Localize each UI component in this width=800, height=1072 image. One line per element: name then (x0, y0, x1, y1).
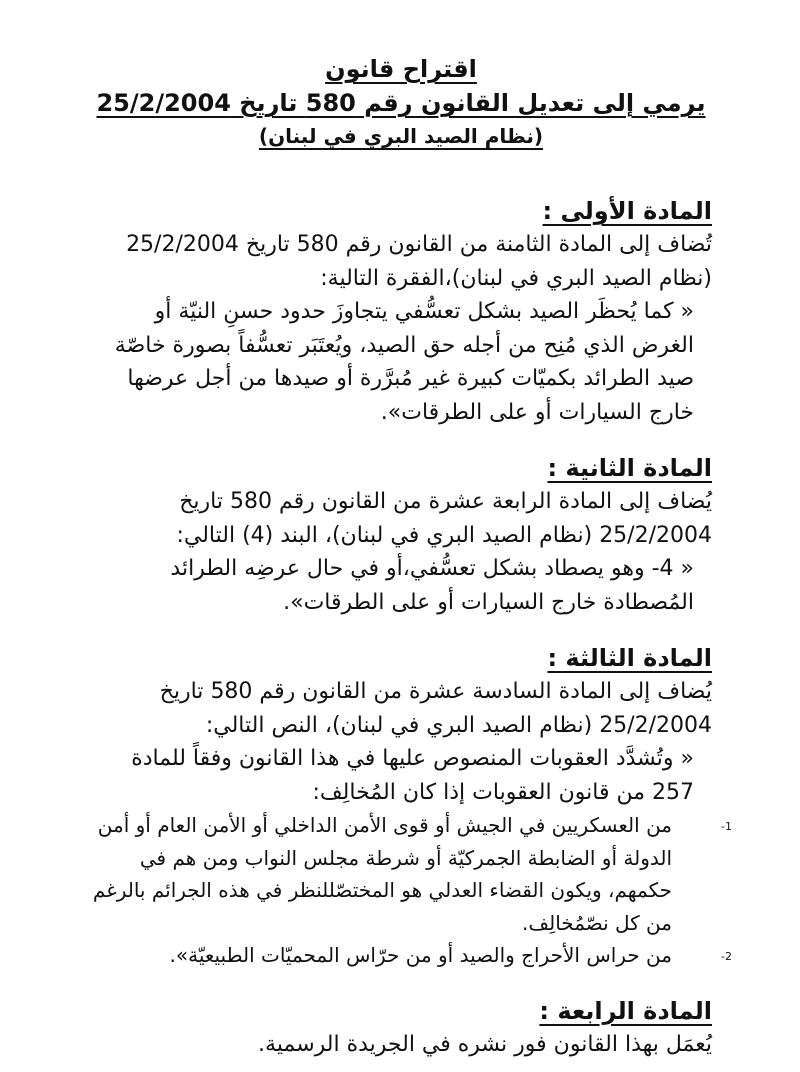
item-number: 1- (721, 820, 732, 833)
article-3-item (90, 809, 732, 939)
article-1-intro: تُضاف إلى المادة الثامنة من القانون رقم 580 تاريخ 25/2/2004 (نظام الصيد البري في لبنان)،الفقرة التالية: (126, 232, 712, 291)
article-4-intro: يُعمَل بهذا القانون فور نشره في الجريدة الرسمية. (258, 1031, 712, 1057)
article-2-quote: « 4- وهو يصطاد بشكل تعسُّفي،أو في حال عرضِه الطرائد المُصطادة خارج السيارات أو على الطرقات». (170, 556, 694, 615)
article-3-item (90, 939, 732, 972)
article-4-title: المادة الرابعة : (539, 996, 712, 1025)
article-3-title: المادة الثالثة : (547, 644, 712, 672)
article-1 (90, 194, 712, 429)
article-2-intro: يُضاف إلى المادة الرابعة عشرة من القانون رقم 580 تاريخ 25/2/2004 (نظام الصيد البري في لبنان)، البند (4) التالي: (176, 489, 712, 548)
article-3-intro: يُضاف إلى المادة السادسة عشرة من القانون رقم 580 تاريخ 25/2/2004 (نظام الصيد البري في لبنان)، النص التالي: (159, 679, 712, 738)
document-title: اقتراح قانون (325, 55, 477, 83)
item-number: 2- (721, 950, 732, 963)
document-subtitle: يرمي إلى تعديل القانون رقم 580 تاريخ 25/2/2004 (96, 89, 706, 117)
article-4 (90, 994, 712, 1062)
article-3-quote: « وتُشدَّد العقوبات المنصوص عليها في هذا القانون وفقاً للمادة 257 من قانون العقوبات إذا كان المُخالِف: (131, 746, 694, 805)
article-1-title: المادة الأولى : (542, 197, 712, 225)
item-text: من حراس الأحراج والصيد أو من حرّاس المحميّات الطبيعيّة». (169, 943, 672, 967)
article-2-title: المادة الثانية : (547, 454, 712, 482)
article-1-quote: « كما يُحظَر الصيد بشكل تعسُّفي يتجاوزَ حدود حسنِ النيّة أو الغرض الذي مُنِح من أجله حق الصيد، ويُعتَبَر تعسُّفاً بصورة خاصّة صيد الطرائد بكميّات كبيرة غير مُبرَّرة أو صيدها من أجل عرضها خارج السيارات أو على الطرقات». (114, 299, 694, 425)
item-text: من العسكريين في الجيش أو قوى الأمن الداخلي أو الأمن العام أو أمن الدولة أو الضابطة الجمركيّة أو شرطة مجلس النواب ومن هم في حكمهم، ويكون القضاء العدلي هو المختصّللنظر في هذه الجرائم بالرغم من كل نصّمُخالِف. (92, 813, 672, 935)
article-2 (90, 451, 712, 619)
document-subject: (نظام الصيد البري في لبنان) (258, 124, 544, 148)
article-3 (90, 641, 732, 972)
